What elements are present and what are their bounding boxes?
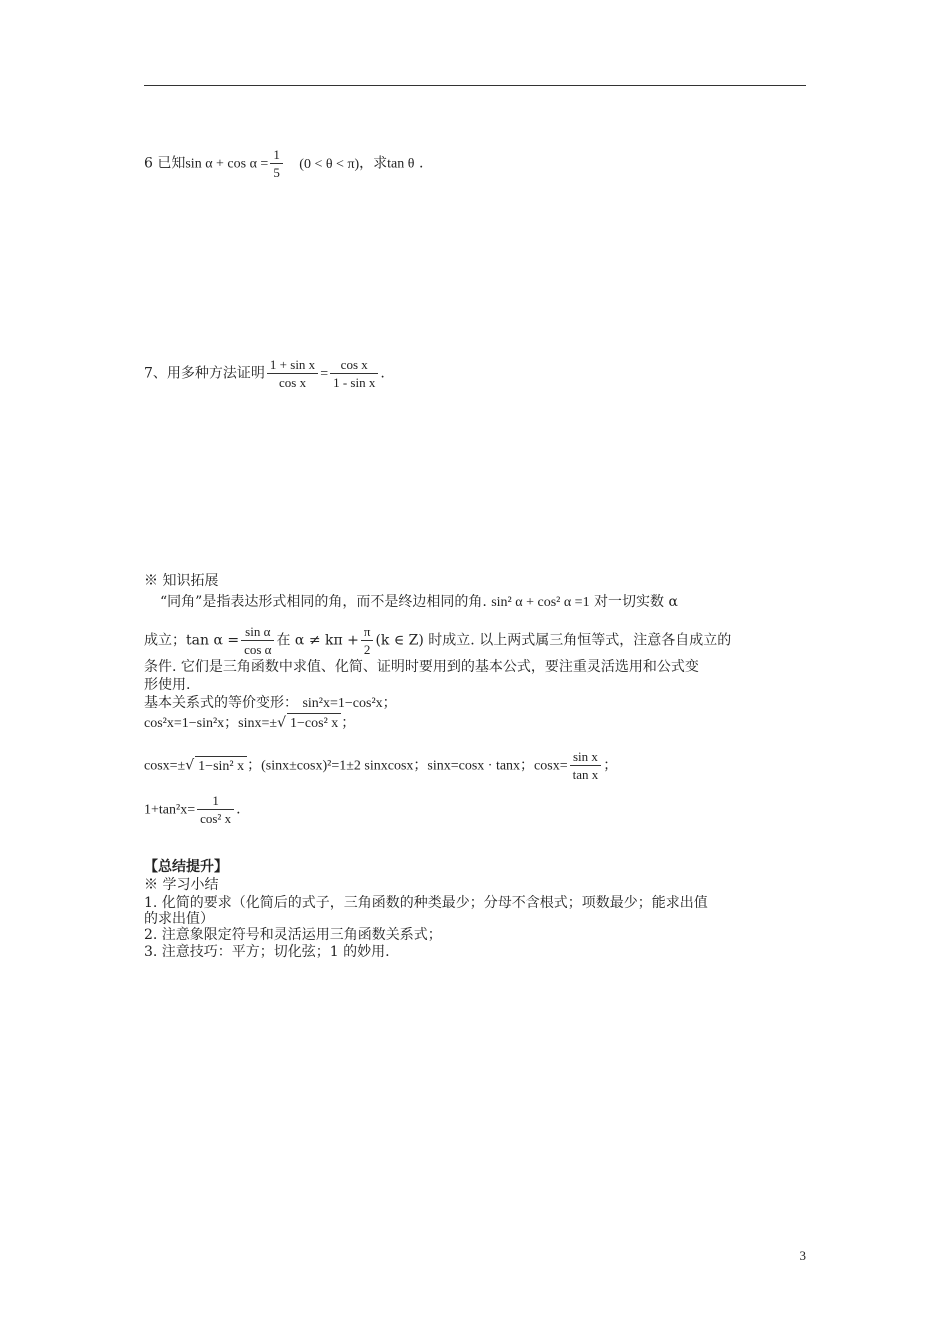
summary-item-3: 3. 注意技巧：平方；切化弦；1 的妙用. bbox=[144, 944, 390, 960]
ext-p7den: tan x bbox=[572, 767, 599, 782]
ext-tan-fraction bbox=[241, 623, 274, 658]
q6-num: 1 bbox=[270, 146, 283, 164]
q7-left-fraction bbox=[267, 356, 318, 391]
ext-p2pnum: π bbox=[361, 623, 374, 641]
ext-para-4: 形使用. bbox=[144, 677, 191, 693]
ext-cos-fraction bbox=[570, 748, 602, 783]
ext-para-6 bbox=[144, 713, 355, 734]
q7-rden: 1 - sin x bbox=[333, 375, 376, 390]
ext-p2pden: 2 bbox=[363, 642, 371, 657]
ext-p7b: ；(sinx±cosx)²=1±2 sinxcosx；sinx=cosx · tanx；cosx= bbox=[247, 758, 568, 774]
ext-p2b: 在 α ≠ kπ + bbox=[276, 632, 359, 649]
ext-p1a: “同角”是指表达形式相同的角，而不是终边相同的角. bbox=[160, 594, 487, 610]
q7-lnum: 1 + sin x bbox=[267, 356, 318, 374]
q6-prefix: 6 已知 bbox=[144, 155, 186, 172]
header-rule bbox=[144, 85, 806, 86]
sqrt-symbol: √ bbox=[277, 715, 287, 731]
ext-para-7 bbox=[144, 748, 617, 783]
ext-heading: ※ 知识拓展 bbox=[144, 573, 219, 589]
q6-condition: (0 < θ < π) bbox=[299, 156, 360, 172]
q6-den: 5 bbox=[273, 165, 280, 180]
ext-para-1 bbox=[160, 592, 678, 613]
question-6 bbox=[144, 146, 423, 181]
q7-eq: = bbox=[320, 366, 329, 382]
q6-target: tan θ bbox=[387, 156, 415, 172]
q7-end: . bbox=[380, 365, 385, 382]
ext-p8num: 1 bbox=[197, 792, 234, 810]
ext-para-3: 条件. 它们是三角函数中求值、化简、证明时要用到的基本公式，要注重灵活选用和公式变 bbox=[144, 659, 699, 675]
ext-p5b: sin²x=1−cos²x； bbox=[302, 696, 397, 711]
q7-lden: cos x bbox=[279, 375, 307, 390]
ext-one-fraction bbox=[197, 792, 234, 827]
ext-p7num: sin x bbox=[570, 748, 602, 766]
ext-para-5 bbox=[144, 693, 397, 714]
ext-p7c: ； bbox=[603, 757, 618, 774]
ext-p8a: 1+tan²x= bbox=[144, 802, 196, 818]
ext-p2den: cos α bbox=[244, 642, 272, 657]
summary-item-2: 2. 注意象限定符号和灵活运用三角函数关系式； bbox=[144, 927, 442, 943]
q6-fraction bbox=[270, 146, 283, 181]
q6-mid: ，求 bbox=[359, 155, 388, 172]
summary-sub: ※ 学习小结 bbox=[144, 877, 219, 893]
q7-right-fraction bbox=[330, 356, 378, 391]
ext-p1c: 对一切实数 α bbox=[594, 594, 678, 610]
q7-rnum: cos x bbox=[330, 356, 378, 374]
ext-p8b: . bbox=[236, 801, 241, 818]
ext-p2c: (k ∈ Z) 时成立. 以上两式属三角恒等式，注意各自成立的 bbox=[375, 632, 732, 649]
ext-p1b: sin² α + cos² α =1 bbox=[491, 595, 590, 610]
ext-p7sqrt: 1−sin² x bbox=[195, 756, 247, 777]
summary-item-1-cont: 的求出值） bbox=[144, 911, 214, 927]
page-number: 3 bbox=[799, 1248, 806, 1263]
ext-p8den: cos² x bbox=[200, 811, 232, 826]
ext-p7a: cosx=± bbox=[144, 758, 186, 774]
sqrt-symbol: √ bbox=[185, 757, 195, 774]
q6-end: . bbox=[418, 155, 424, 172]
q7-prefix: 7、用多种方法证明 bbox=[144, 365, 265, 382]
ext-para-2 bbox=[144, 623, 731, 658]
ext-p6b: ； bbox=[341, 715, 356, 731]
ext-p6a: cos²x=1−sin²x；sinx=± bbox=[144, 716, 278, 731]
ext-pi-fraction bbox=[361, 623, 374, 658]
ext-p2num: sin α bbox=[241, 623, 274, 641]
ext-para-8 bbox=[144, 792, 241, 827]
question-7 bbox=[144, 356, 385, 391]
summary-heading: 【总结提升】 bbox=[144, 859, 228, 875]
summary-item-1: 1. 化简的要求（化简后的式子，三角函数的种类最少；分母不含根式；项数最少；能求出值 bbox=[144, 895, 708, 911]
ext-p6sqrt: 1−cos² x bbox=[287, 713, 341, 734]
q6-lhs: sin α + cos α = bbox=[185, 156, 269, 172]
ext-p5a: 基本关系式的等价变形： bbox=[144, 695, 298, 711]
ext-p2a: 成立；tan α = bbox=[144, 632, 240, 649]
